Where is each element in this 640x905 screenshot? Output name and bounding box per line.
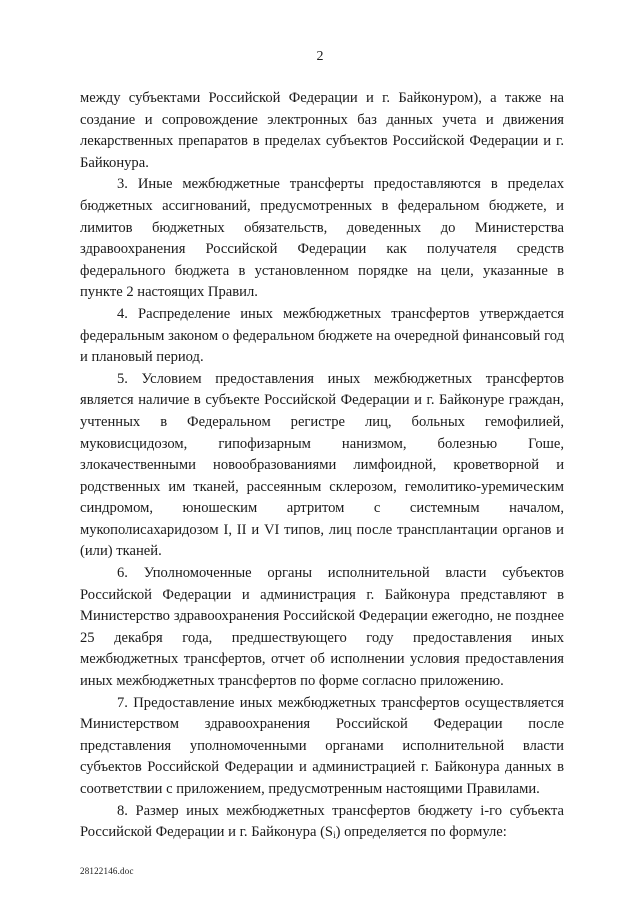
- paragraph-8-tail: ) определяется по формуле:: [335, 824, 507, 841]
- document-code: 28122146.doc: [80, 866, 134, 876]
- paragraph-continuation: между субъектами Российской Федерации и г. Байконуром), а также на создание и сопровождение электронных баз данных учета и движения лекарственных препаратов в пределах субъектов Российской Федерации и г. Байконура.: [80, 90, 564, 171]
- paragraph-8: [80, 801, 564, 844]
- document-body: [80, 88, 564, 844]
- paragraph-8-text: 8. Размер иных межбюджетных трансфертов бюджету i-го субъекта Российской Федерации и г. Байконура (S: [80, 802, 564, 841]
- paragraph-5: 5. Условием предоставления иных межбюджетных трансфертов является наличие в субъекте Российской Федерации и г. Байконуре граждан, учтенных в Федеральном регистре лиц, больных гемофилией, муковисцидозом, гипофизарным нанизмом, болезнью Гоше, злокачественными новообразованиями лимфоидной, кроветворной и родственных им тканей, рассеянным склерозом, гемолитико-уремическим синдромом, юношеским артритом с системным началом, мукополисахаридозом I, II и VI типов, лиц после трансплантации органов и (или) тканей.: [80, 370, 564, 560]
- paragraph-7: 7. Предоставление иных межбюджетных трансфертов осуществляется Министерством здравоохранения Российской Федерации после представления уполномоченными органами исполнительной власти субъектов Российской Федерации и администрацией г. Байконура данных в соответствии с приложением, предусмотренным настоящими Правилами.: [80, 694, 564, 797]
- subscript-i: i: [333, 830, 336, 841]
- paragraph-4: 4. Распределение иных межбюджетных трансфертов утверждается федеральным законом о федеральном бюджете на очередной финансовый год и плановый период.: [80, 305, 564, 366]
- page-number: 2: [316, 49, 324, 64]
- paragraph-3: 3. Иные межбюджетные трансферты предоставляются в пределах бюджетных ассигнований, предусмотренных в федеральном бюджете, и лимитов бюджетных обязательств, доведенных до Министерства здравоохранения Российской Федерации как получателя средств федерального бюджета в установленном порядке на цели, указанные в пункте 2 настоящих Правил.: [80, 176, 564, 301]
- paragraph-6: 6. Уполномоченные органы исполнительной власти субъектов Российской Федерации и администрация г. Байконура представляют в Министерство здравоохранения Российской Федерации ежегодно, не позднее 25 декабря года, предшествующего году предоставления иных межбюджетных трансфертов, отчет об исполнении условия предоставления иных межбюджетных трансфертов по форме согласно приложению.: [80, 565, 564, 690]
